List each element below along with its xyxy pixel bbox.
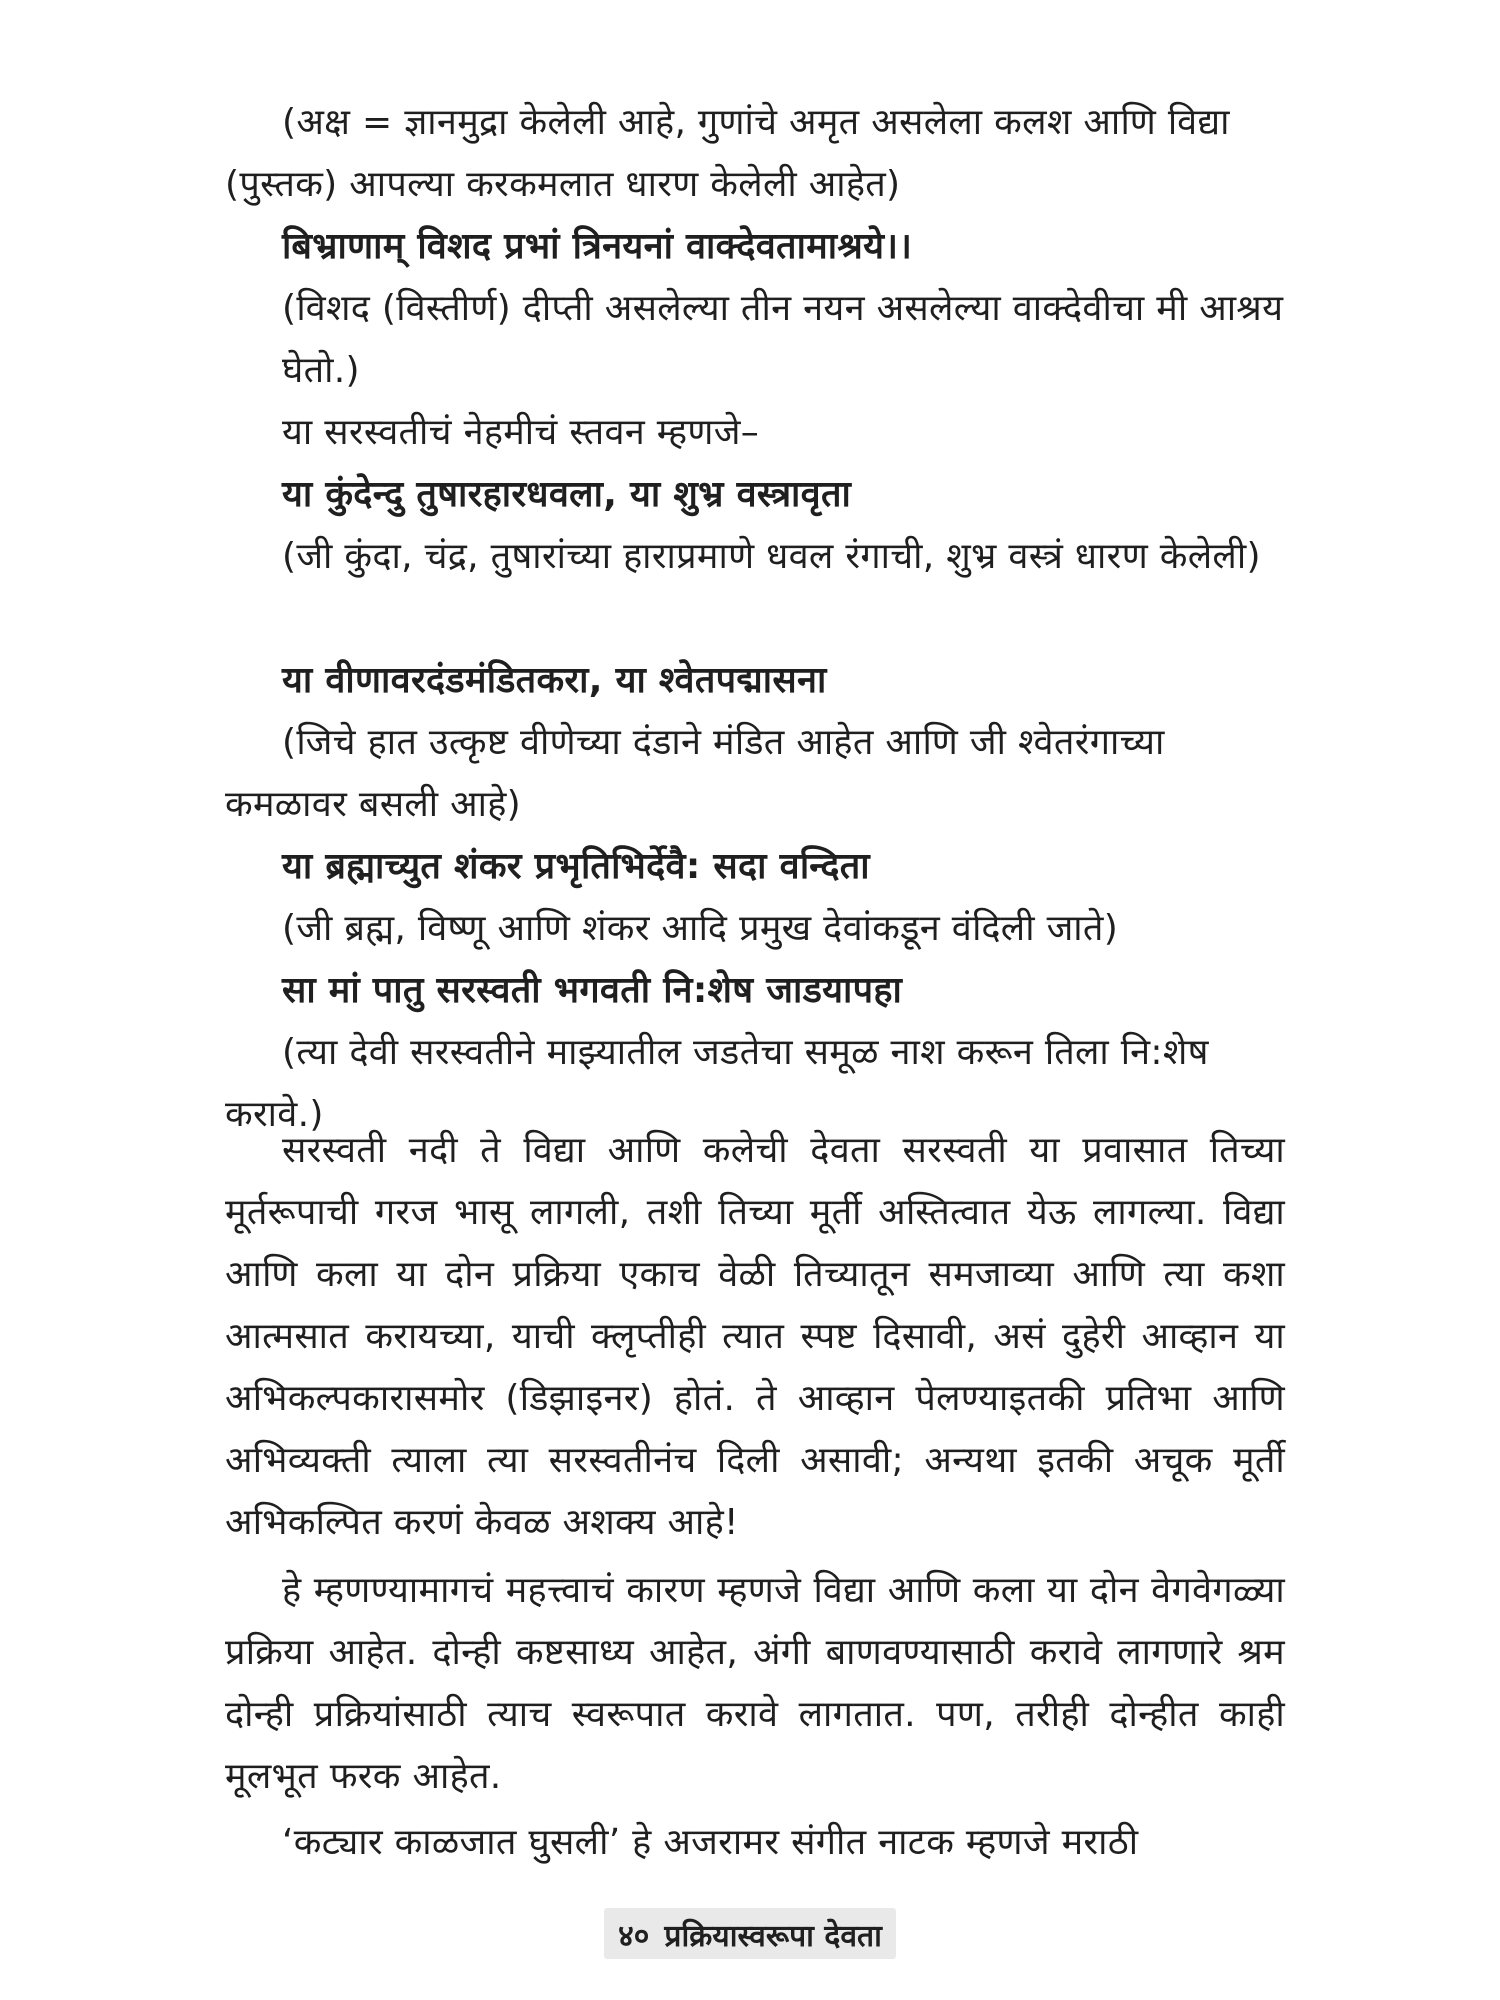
footer-label [604,1908,896,1959]
verse-line: या ब्रह्माच्युत शंकर प्रभृतिभिर्देवै: सदा वन्दिता [282,846,870,887]
gloss-text: (अक्ष = ज्ञानमुद्रा केलेली आहे, गुणांचे अमृत असलेला कलश आणि विद्या (पुस्तक) आपल्या करकमलात धारण केलेली आहेत) [225,102,1230,205]
page-footer [0,1908,1500,1959]
body-paragraph: ‘कट्यार काळजात घुसली’ हे अजरामर संगीत नाटक म्हणजे मराठी [282,1822,1139,1863]
page-number: ४० [618,1919,650,1954]
verse-line: या वीणावरदंडमंडितकरा, या श्वेतपद्मासना [282,660,827,701]
gloss-text: (जिचे हात उत्कृष्ट वीणेच्या दंडाने मंडित आहेत आणि जी श्वेतरंगाच्या कमळावर बसली आहे) [225,722,1165,825]
gloss-text: (त्या देवी सरस्वतीने माझ्यातील जडतेचा समूळ नाश करून तिला नि:शेष करावे.) [225,1032,1209,1135]
gloss-text: (जी ब्रह्म, विष्णू आणि शंकर आदि प्रमुख देवांकडून वंदिली जाते) [282,908,1119,949]
verse-line: सा मां पातु सरस्वती भगवती नि:शेष जाडयापहा [282,970,903,1011]
verse-line: बिभ्राणाम् विशद प्रभां त्रिनयनां वाक्देवतामाश्रये।। [282,226,913,267]
body-line: या सरस्वतीचं नेहमीचं स्तवन म्हणजे– [282,412,760,453]
gloss-text: (विशद (विस्तीर्ण) दीप्ती असलेल्या तीन नयन असलेल्या वाक्देवीचा मी आश्रय घेतो.) [282,288,1284,391]
running-title: प्रक्रियास्वरूपा देवता [664,1919,882,1954]
gloss-text: (जी कुंदा, चंद्र, तुषारांच्या हाराप्रमाणे धवल रंगाची, शुभ्र वस्त्रं धारण केलेली) [282,536,1261,577]
body-paragraph: हे म्हणण्यामागचं महत्त्वाचं कारण म्हणजे विद्या आणि कला या दोन वेगवेगळ्या प्रक्रिया आहेत. दोन्ही कष्टसाध्य आहेत, अंगी बाणवण्यासाठी करावे लागणारे श्रम दोन्ही प्रक्रियांसाठी त्याच स्वरूपात करावे लागतात. पण, तरीही दोन्हीत काही मूलभूत फरक आहेत. [225,1570,1285,1797]
verse-line: या कुंदेन्दु तुषारहारधवला, या शुभ्र वस्त्रावृता [282,474,852,515]
body-paragraph: सरस्वती नदी ते विद्या आणि कलेची देवता सरस्वती या प्रवासात तिच्या मूर्तरूपाची गरज भासू लागली, तशी तिच्या मूर्ती अस्तित्वात येऊ लागल्या. विद्या आणि कला या दोन प्रक्रिया एकाच वेळी तिच्यातून समजाव्या आणि त्या कशा आत्मसात करायच्या, याची क्लृप्तीही त्यात स्पष्ट दिसावी, असं दुहेरी आव्हान या अभिकल्पकारासमोर (डिझाइनर) होतं. ते आव्हान पेलण्याइतकी प्रतिभा आणि अभिव्यक्ती त्याला त्या सरस्वतीनंच दिली असावी; अन्यथा इतकी अचूक मूर्ती अभिकल्पित करणं केवळ अशक्य आहे! [225,1130,1285,1543]
